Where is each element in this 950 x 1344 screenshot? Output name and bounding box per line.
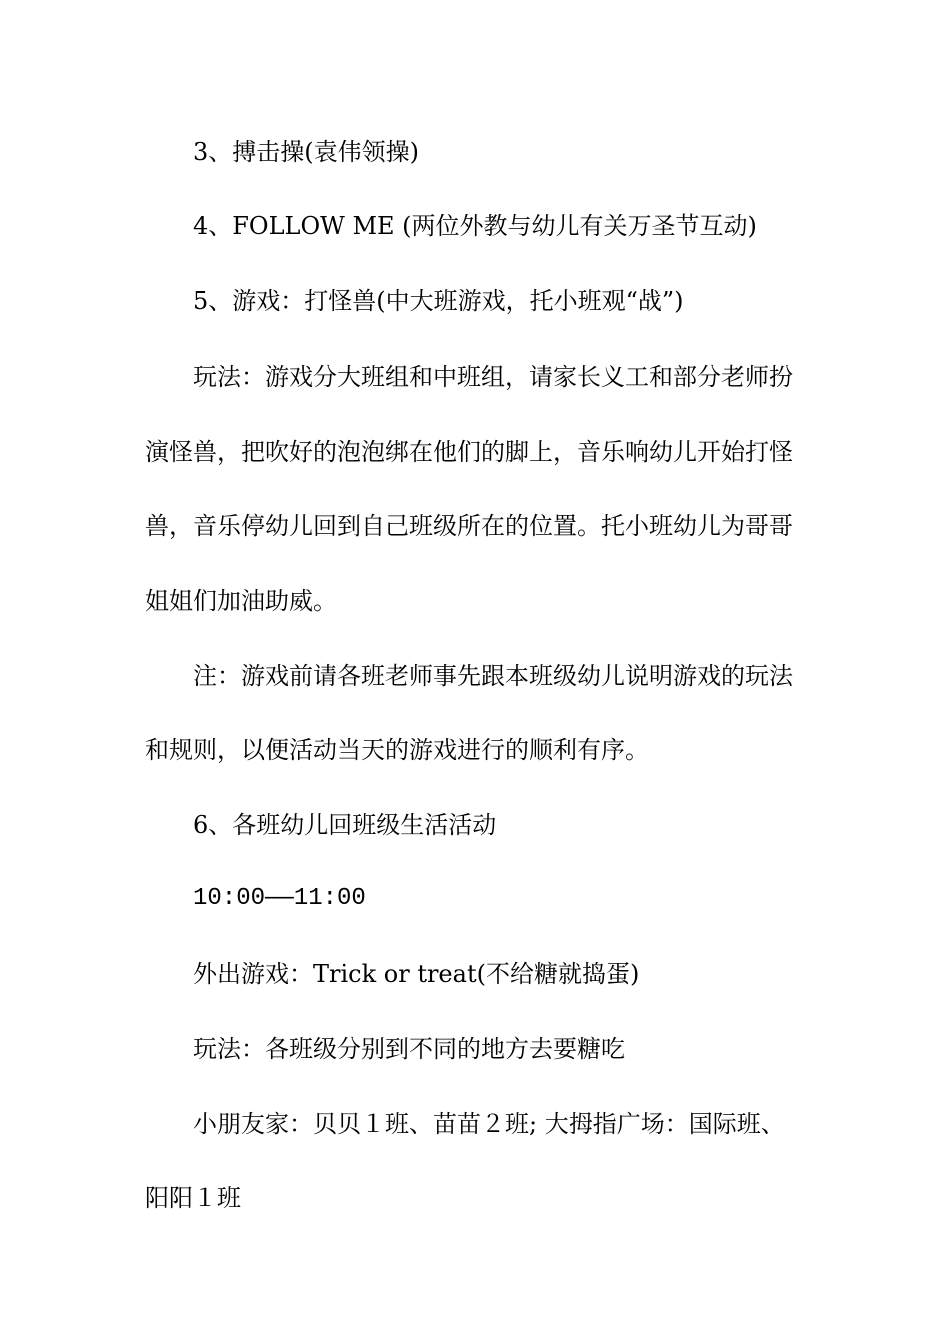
item-4-follow-me: 4、FOLLOW ME (两位外教与幼儿有关万圣节互动) (193, 212, 757, 240)
locations-line-2: 阳阳１班 (145, 1184, 241, 1212)
note-paragraph-line-1: 注：游戏前请各班老师事先跟本班级幼儿说明游戏的玩法 (193, 662, 793, 690)
rules-paragraph-line-1: 玩法：游戏分大班组和中班组，请家长义工和部分老师扮 (193, 363, 793, 391)
rules-paragraph-line-2: 演怪兽，把吹好的泡泡绑在他们的脚上，音乐响幼儿开始打怪 (145, 438, 793, 466)
note-paragraph-line-2: 和规则，以便活动当天的游戏进行的顺利有序。 (145, 736, 649, 764)
item-6-class-activity: 6、各班幼儿回班级生活活动 (193, 811, 497, 839)
outdoor-game-rules: 玩法：各班级分别到不同的地方去要糖吃 (193, 1035, 625, 1063)
rules-paragraph-line-4: 姐姐们加油助威。 (145, 587, 337, 615)
outdoor-game-title: 外出游戏：Trick or treat(不给糖就捣蛋) (193, 960, 640, 988)
item-3-aerobics: 3、搏击操(袁伟领操) (193, 138, 419, 166)
item-5-monster-game: 5、游戏：打怪兽(中大班游戏，托小班观“战”) (193, 287, 684, 315)
time-range: 10:00——11:00 (193, 885, 366, 912)
locations-line-1: 小朋友家：贝贝１班、苗苗２班; 大拇指广场：国际班、 (193, 1110, 785, 1138)
rules-paragraph-line-3: 兽，音乐停幼儿回到自己班级所在的位置。托小班幼儿为哥哥 (145, 512, 793, 540)
